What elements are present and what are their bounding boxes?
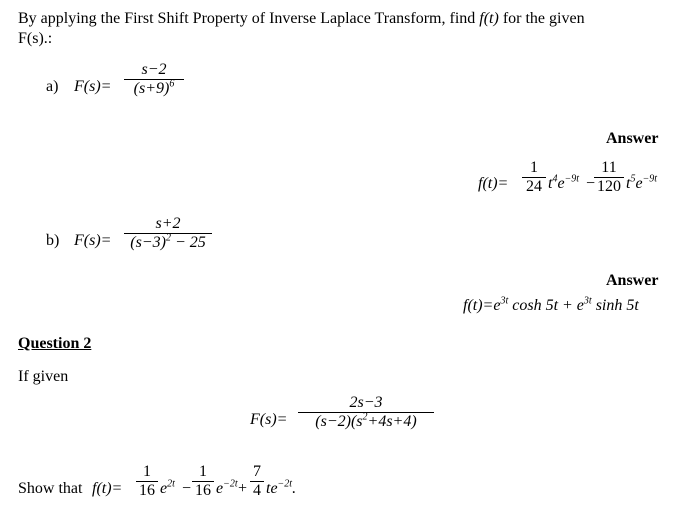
show-minus: − [182,480,192,497]
part-b-lhs: F(s)= [74,232,112,249]
part-a-answer-term2 [626,175,657,193]
part-b-e1-exp: 3t [500,295,509,307]
show-frac1 [136,464,158,499]
show-f2-num: 1 [199,463,207,480]
q2-den-exp: 2 [362,411,368,423]
show-e2-exp: −2t [223,478,238,490]
frac1-den: 24 [526,178,542,195]
part-b-den-b: − 25 [170,234,206,251]
part-a-numerator: s−2 [141,61,167,78]
part-a-denominator [124,78,184,97]
intro-ft: f(t) [479,10,499,27]
frac1-num: 1 [530,159,538,176]
show-f1-den: 16 [139,482,155,499]
part-b-ans-mid: cosh 5t + e [508,297,584,314]
show-frac3 [250,464,264,499]
term2-exp: 5 [630,173,636,185]
q2-den-b: +4s+4) [367,413,417,430]
part-b-den-exp: 2 [165,232,171,244]
term1-e: e [557,175,565,192]
show-frac2 [192,464,214,499]
part-a-answer-label: Answer [606,130,659,147]
part-a-den-exp: 6 [169,78,175,90]
part-b-fraction [124,216,212,251]
show-f3-num: 7 [253,463,261,480]
show-term2 [216,480,238,498]
show-f1-num: 1 [143,463,151,480]
part-a-answer-term1 [548,175,579,193]
intro-line-1 [18,10,585,28]
show-te-exp: −2t [277,478,293,490]
show-e1: e [160,480,168,497]
part-b-ans-lhs: f(t)=e [463,297,501,314]
q2-denominator [298,411,434,430]
part-a-label: a) [46,78,59,95]
frac2-den: 120 [597,178,621,195]
part-a-lhs: F(s)= [74,78,112,95]
part-a-answer-frac1 [522,160,546,195]
part-b-numerator: s+2 [155,215,181,232]
intro-text-end: for the given [498,10,585,27]
part-a-answer-frac2 [594,160,624,195]
question-2-given: If given [18,368,69,385]
part-b-e2-exp: 3t [583,295,592,307]
show-that-lhs: f(t)= [92,480,123,497]
term1-exp: 4 [552,173,558,185]
q2-den-a: (s−2)(s [315,413,363,430]
part-b-ans-tail: sinh 5t [591,297,639,314]
part-b-answer [463,297,639,315]
show-f3-den: 4 [253,482,261,499]
show-term1 [160,480,175,498]
frac2-num: 11 [601,159,617,176]
show-e2: e [216,480,224,497]
show-that-text: Show that [18,480,83,497]
part-b-label: b) [46,232,60,249]
part-a-fraction [124,62,184,97]
part-a-den-base: (s+9) [133,80,170,97]
show-term3 [266,480,296,498]
q2-numerator: 2s−3 [349,394,383,411]
show-te: te [266,480,278,497]
show-period: . [292,480,297,497]
question-2-heading: Question 2 [18,335,92,352]
term2-e: e [635,175,643,192]
intro-text: By applying the First Shift Property of Inverse Laplace Transform, find [18,10,480,27]
part-b-answer-label: Answer [606,272,659,289]
show-f2-den: 16 [195,482,211,499]
part-b-den-a: (s−3) [130,234,166,251]
term1-t: t [548,175,553,192]
show-plus: + [238,480,248,497]
intro-line-2: F(s).: [18,30,53,47]
part-a-answer-lhs: f(t)= [478,175,509,192]
question-2-fraction [298,395,434,430]
show-e1-exp: 2t [167,478,175,490]
part-b-denominator [124,232,212,251]
question-2-lhs: F(s)= [250,411,288,428]
term1-e-exp: −9t [564,173,580,185]
term2-t: t [626,175,631,192]
part-a-answer-minus: − [586,175,596,192]
term2-e-exp: −9t [642,173,658,185]
